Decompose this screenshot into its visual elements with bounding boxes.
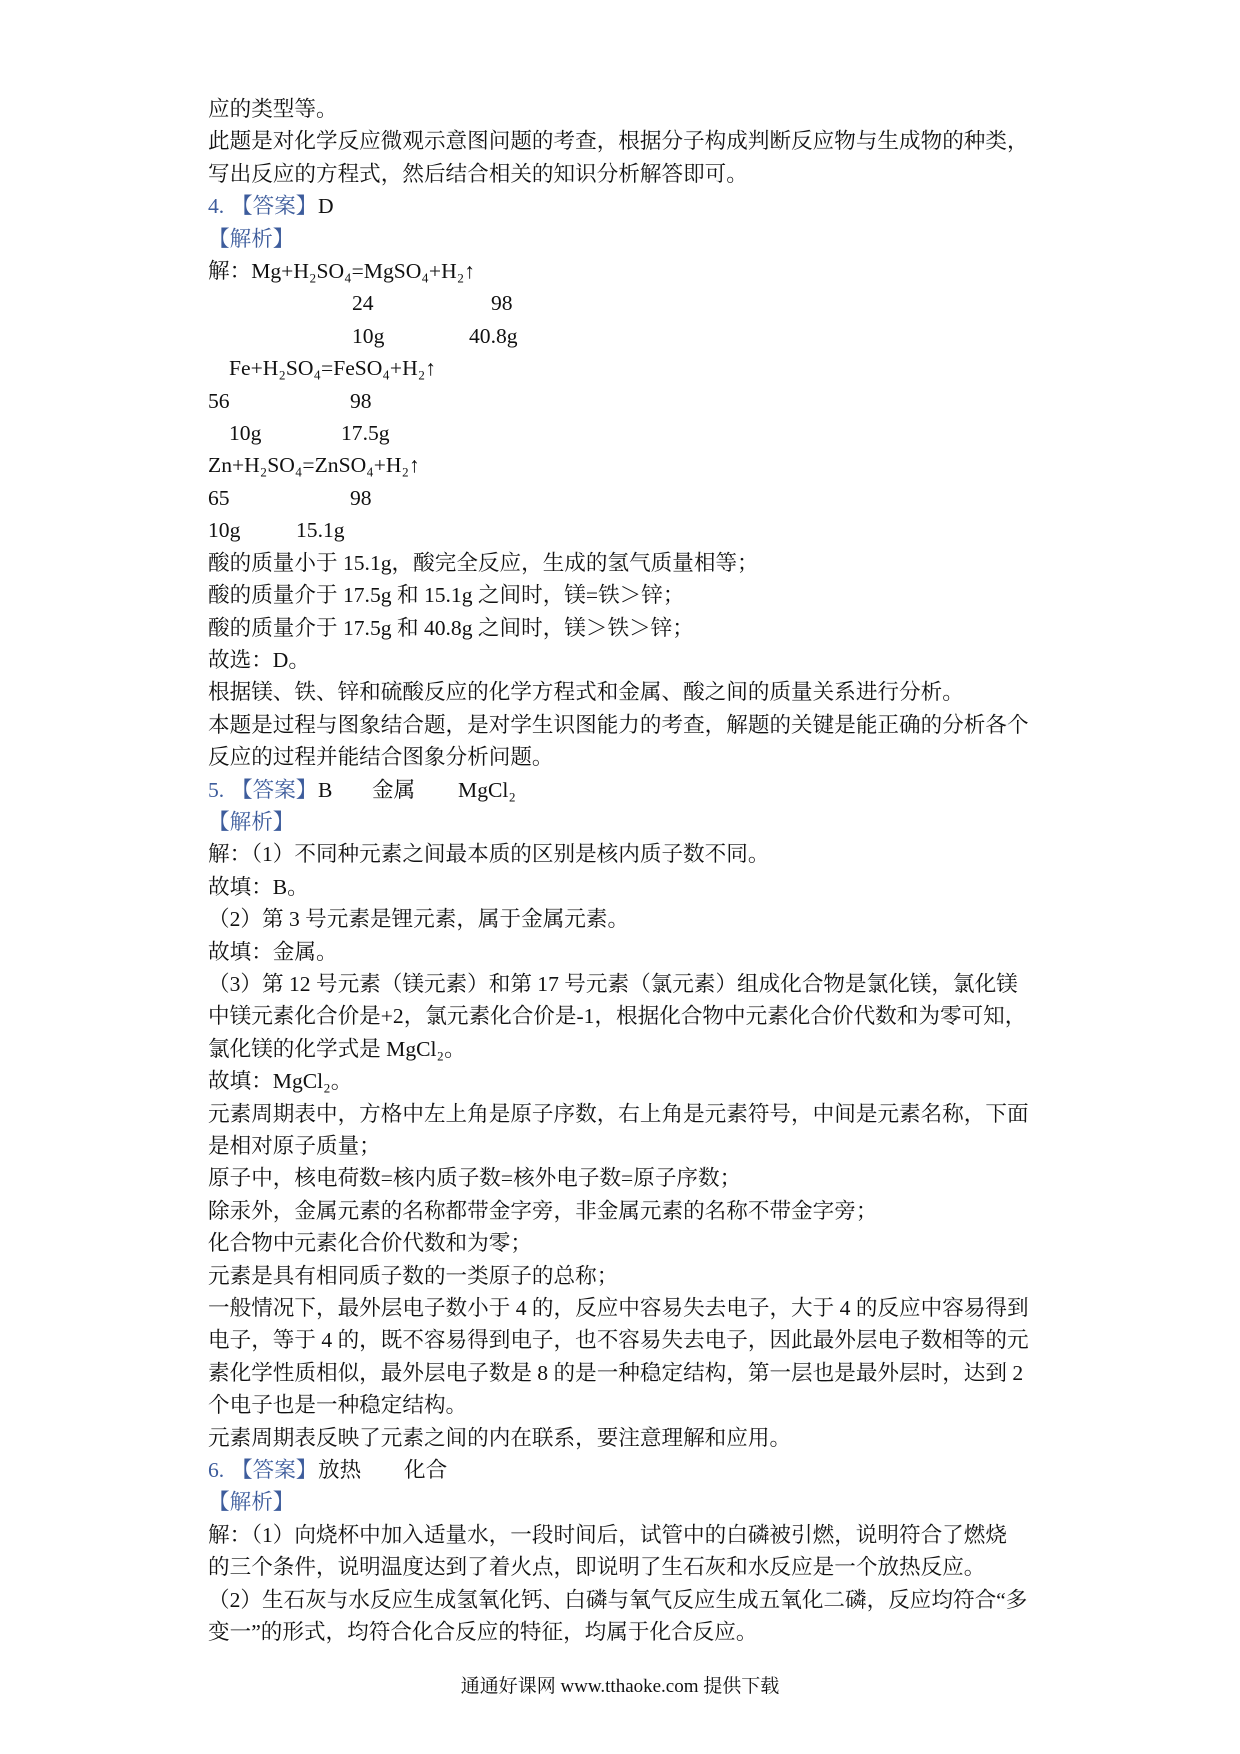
mass-line-mg <box>208 320 1108 352</box>
answer-header-q4 <box>208 190 1108 222</box>
answer-value: D <box>318 194 334 219</box>
text-line: 应的类型等。 <box>208 97 338 121</box>
text-line: 氯化镁的化学式是 MgCl₂。 <box>208 1036 466 1061</box>
text-line: （3）第 12 号元素（镁元素）和第 17 号元素（氯元素）组成化合物是氯化镁，氯化镁 <box>208 971 1018 996</box>
document-body <box>208 93 1108 1649</box>
answer-value: MgCl₂ <box>458 777 516 802</box>
question-number: 4. <box>208 194 225 219</box>
equation: Fe+H₂SO₄=FeSO₄+H₂↑ <box>229 356 437 381</box>
answer-value: 放热 <box>318 1458 362 1483</box>
text-line: 本题是过程与图象结合题，是对学生识图能力的考查，解题的关键是能正确的分析各个 <box>208 712 1029 737</box>
text-line: 原子中，核电荷数=核内质子数=核外电子数=原子序数； <box>208 1166 742 1191</box>
text-line: 此题是对化学反应微观示意图问题的考查，根据分子构成判断反应物与生成物的种类， <box>208 129 1029 154</box>
text-line: 素化学性质相似，最外层电子数是 8 的是一种稳定结构，第一层也是最外层时，达到 2 <box>208 1360 1024 1385</box>
text-line: 酸的质量介于 17.5g 和 15.1g 之间时，镁=铁＞锌； <box>208 583 685 608</box>
equation: Zn+H₂SO₄=ZnSO₄+H₂↑ <box>208 453 420 478</box>
answer-header-q6 <box>208 1454 1108 1486</box>
text-line: 元素周期表反映了元素之间的内在联系，要注意理解和应用。 <box>208 1425 792 1450</box>
answer-label: 【答案】 <box>231 777 318 802</box>
text-line: 故填：金属。 <box>208 939 338 964</box>
text-line: （2）第 3 号元素是锂元素，属于金属元素。 <box>208 907 630 932</box>
question-number: 6. <box>208 1458 225 1483</box>
ratio-metal: 24 <box>352 291 374 316</box>
analysis-label: 【解析】 <box>208 226 295 251</box>
text-line: 反应的过程并能结合图象分析问题。 <box>208 745 554 770</box>
text-line: 除汞外，金属元素的名称都带金字旁，非金属元素的名称不带金字旁； <box>208 1198 878 1223</box>
text-line: 元素是具有相同质子数的一类原子的总称； <box>208 1263 619 1288</box>
ratio-acid: 98 <box>350 485 372 510</box>
mass-metal: 10g <box>208 518 241 543</box>
text-line: 中镁元素化合价是+2，氯元素化合价是-1，根据化合物中元素化合价代数和为零可知， <box>208 1004 1027 1029</box>
text-line: 变一”的形式，均符合化合反应的特征，均属于化合反应。 <box>208 1620 758 1645</box>
text-line: 写出反应的方程式，然后结合相关的知识分析解答即可。 <box>208 161 748 186</box>
text-line: 故填：MgCl₂。 <box>208 1069 353 1094</box>
ratio-line-mg <box>208 287 1108 319</box>
text-line: 化合物中元素化合价代数和为零； <box>208 1231 532 1256</box>
page-footer: 通通好课网 www.tthaoke.com 提供下载 <box>460 1676 780 1697</box>
mass-metal: 10g <box>352 323 385 348</box>
text-line: 电子，等于 4 的，既不容易得到电子，也不容易失去电子，因此最外层电子数相等的元 <box>208 1328 1029 1353</box>
text-line: 酸的质量小于 15.1g，酸完全反应，生成的氢气质量相等； <box>208 550 759 575</box>
answer-value: 化合 <box>404 1458 448 1483</box>
text-line: 解：（1）不同种元素之间最本质的区别是核内质子数不同。 <box>208 842 770 867</box>
ratio-metal: 56 <box>208 388 230 413</box>
text-line: 根据镁、铁、锌和硫酸反应的化学方程式和金属、酸之间的质量关系进行分析。 <box>208 680 964 705</box>
equation: 解：Mg+H₂SO₄=MgSO₄+H₂↑ <box>208 259 476 284</box>
answer-label: 【答案】 <box>231 1458 318 1483</box>
equation-line-zn <box>208 449 1108 481</box>
text-line: 解：（1）向烧杯中加入适量水，一段时间后，试管中的白磷被引燃，说明符合了燃烧 <box>208 1522 1007 1547</box>
text-line: 酸的质量介于 17.5g 和 40.8g 之间时，镁＞铁＞锌； <box>208 615 694 640</box>
text-line: 故选：D。 <box>208 647 310 672</box>
text-line: 一般情况下，最外层电子数小于 4 的，反应中容易失去电子，大于 4 的反应中容易得到 <box>208 1296 1029 1321</box>
text-line: 元素周期表中，方格中左上角是原子序数，右上角是元素符号，中间是元素名称，下面 <box>208 1101 1029 1126</box>
question-number: 5. <box>208 777 225 802</box>
ratio-acid: 98 <box>350 388 372 413</box>
ratio-line-fe <box>208 385 1108 417</box>
ratio-metal: 65 <box>208 485 230 510</box>
answer-value: B <box>318 777 333 802</box>
equation-line-mg <box>208 255 1108 287</box>
ratio-line-zn <box>208 482 1108 514</box>
mass-line-fe <box>208 417 1108 449</box>
text-line: （2）生石灰与水反应生成氢氧化钙、白磷与氧气反应生成五氧化二磷，反应均符合“多 <box>208 1587 1028 1612</box>
mass-line-zn <box>208 514 1108 546</box>
mass-metal: 10g <box>229 421 262 446</box>
text-line: 故填：B。 <box>208 874 309 899</box>
answer-header-q5 <box>208 774 1108 806</box>
ratio-acid: 98 <box>491 291 513 316</box>
text-line: 是相对原子质量； <box>208 1134 381 1158</box>
mass-acid: 15.1g <box>296 518 345 543</box>
text-line: 个电子也是一种稳定结构。 <box>208 1393 468 1418</box>
mass-acid: 17.5g <box>341 421 390 446</box>
mass-acid: 40.8g <box>469 323 518 348</box>
text-line: 的三个条件，说明温度达到了着火点，即说明了生石灰和水反应是一个放热反应。 <box>208 1555 986 1580</box>
answer-value: 金属 <box>372 777 416 802</box>
answer-label: 【答案】 <box>231 194 318 219</box>
equation-line-fe <box>208 352 1108 384</box>
analysis-label: 【解析】 <box>208 1490 295 1515</box>
analysis-label: 【解析】 <box>208 809 295 834</box>
